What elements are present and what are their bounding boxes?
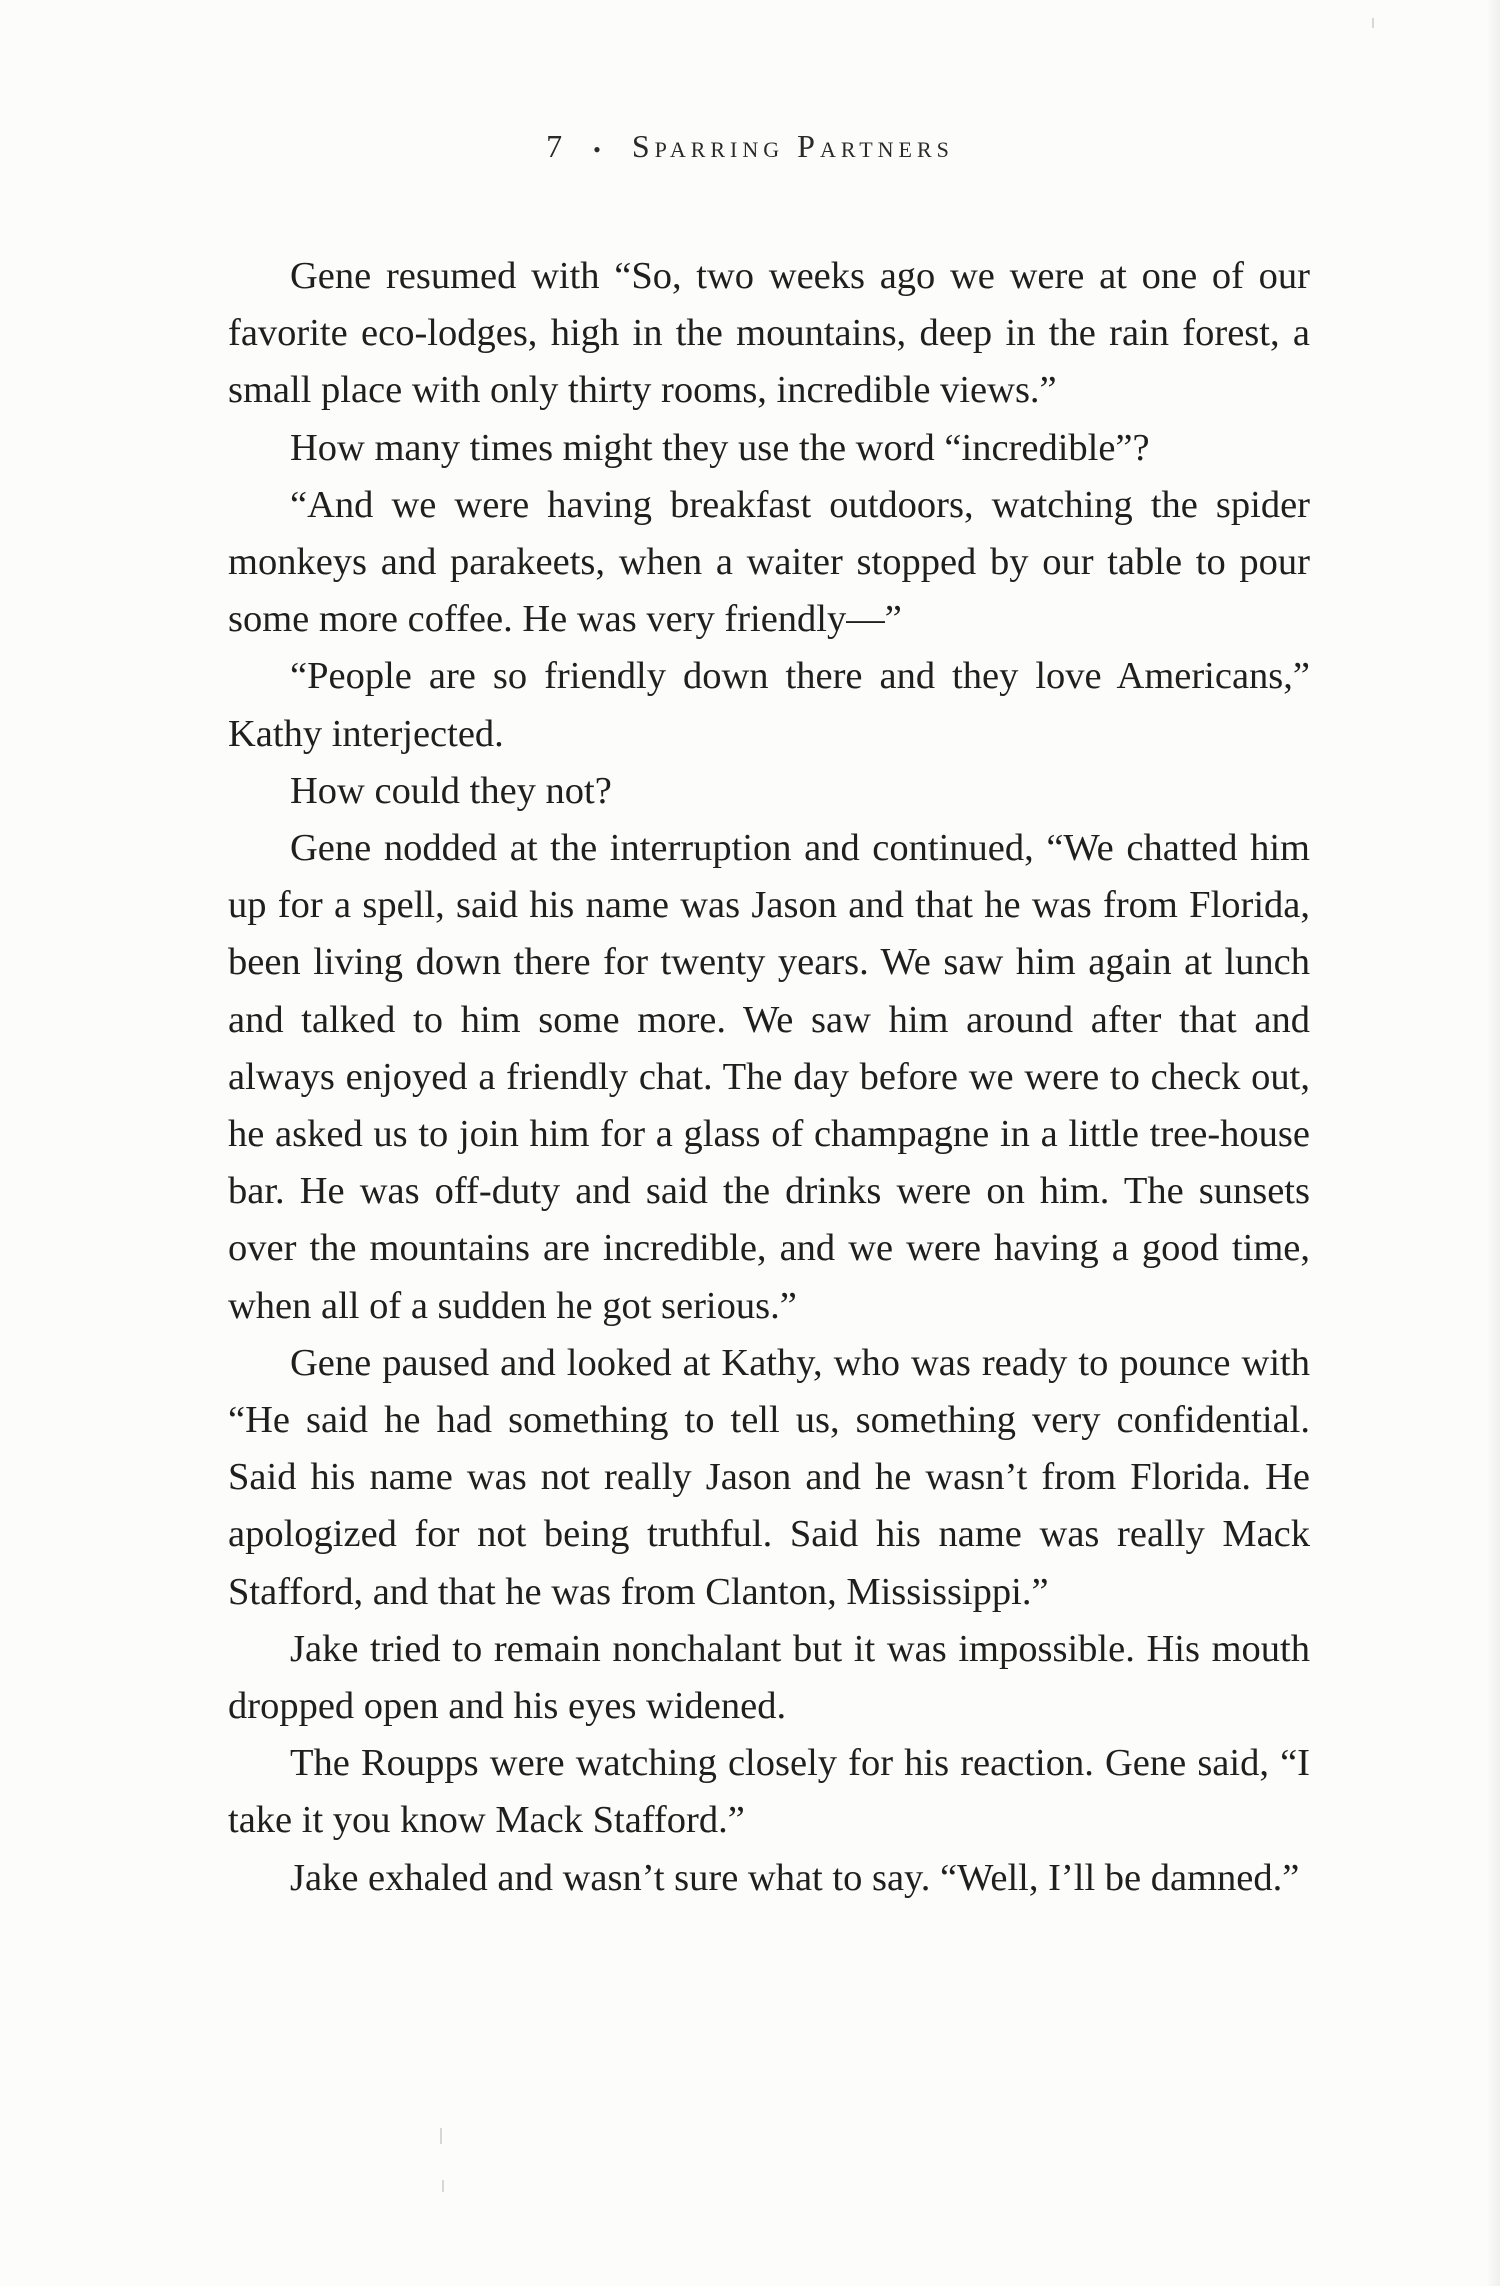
paragraph: Jake tried to remain nonchalant but it was impossible. His mouth dropped open and his eyes widened. bbox=[228, 1627, 1310, 1728]
paragraph: Gene resumed with “So, two weeks ago we were at one of our favorite eco-lodges, high in the mountains, deep in the rain forest, a small place with only thirty rooms, incredible views.” bbox=[228, 255, 1310, 412]
paragraph: “People are so friendly down there and they love Americans,” Kathy interjected. bbox=[228, 655, 1310, 755]
page-number: 7 bbox=[546, 128, 568, 164]
scan-speck bbox=[442, 2180, 444, 2192]
separator-dot: • bbox=[593, 136, 606, 162]
paragraph: How many times might they use the word “incredible”? bbox=[290, 426, 1150, 469]
page-edge-shadow bbox=[1486, 0, 1500, 2286]
paragraph: Gene paused and looked at Kathy, who was ready to pounce with “He said he had something to tell us, something very confidential. Said his name was not really Jason and he wasn’t from Florida. He apologized for not being truthful. Said his name was really Mack Stafford, and that he was from Clanton, Mississippi.” bbox=[228, 1341, 1310, 1613]
scan-speck bbox=[440, 2128, 442, 2144]
paragraph: How could they not? bbox=[290, 769, 612, 812]
scan-speck bbox=[1372, 18, 1374, 28]
paragraph: “And we were having breakfast outdoors, watching the spider monkeys and parakeets, when a waiter stopped by our table to pour some more coffee. He was very friendly—” bbox=[228, 483, 1310, 641]
running-head bbox=[0, 128, 1500, 165]
paragraph: The Roupps were watching closely for his reaction. Gene said, “I take it you know Mack Stafford.” bbox=[228, 1742, 1310, 1842]
chapter-title: Sparring Partners bbox=[631, 128, 954, 164]
body-text bbox=[228, 248, 1310, 1907]
paragraph: Jake exhaled and wasn’t sure what to say. “Well, I’ll be damned.” bbox=[290, 1856, 1300, 1899]
paragraph: Gene nodded at the interruption and continued, “We chatted him up for a spell, said his name was Jason and that he was from Florida, been living down there for twenty years. We saw him again at lunch and talked to him some more. We saw him around after that and always enjoyed a friendly chat. The day before we were to check out, he asked us to join him for a glass of champagne in a little tree-house bar. He was off-duty and said the drinks were on him. The sunsets over the mountains are incredible, and we were having a good time, when all of a sudden he got serious.” bbox=[228, 827, 1310, 1327]
